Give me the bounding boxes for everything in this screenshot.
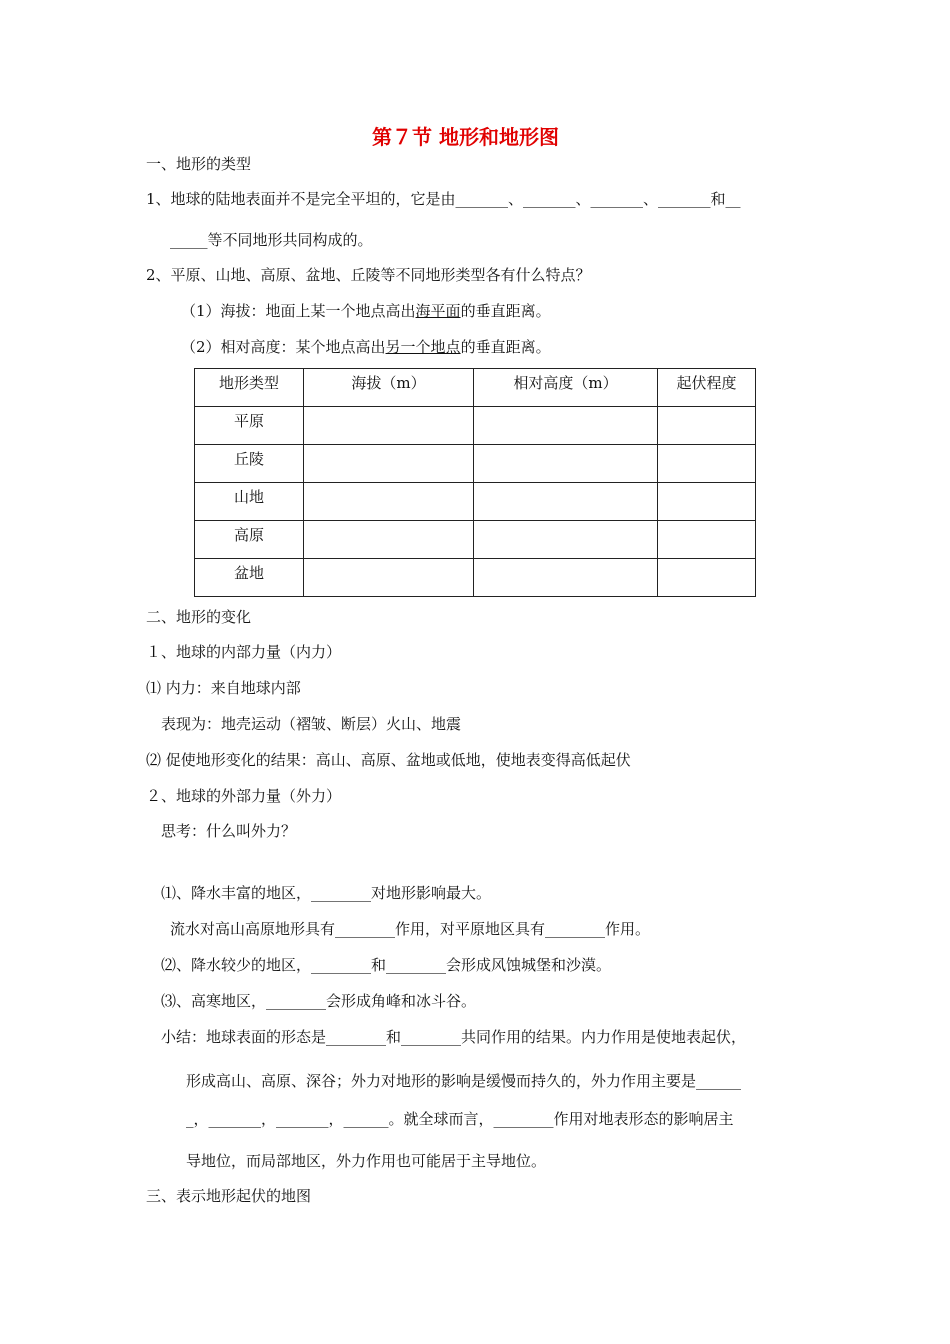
question-1-line-1: 1、地球的陆地表面并不是完全平坦的，它是由_______、_______、_______、_______和__ bbox=[146, 190, 741, 208]
table-row bbox=[195, 559, 756, 597]
table-header: 起伏程度 bbox=[658, 369, 756, 407]
question-1-line-2: _____等不同地形共同构成的。 bbox=[170, 231, 373, 249]
empty-cell[interactable] bbox=[474, 445, 658, 483]
table-row bbox=[195, 483, 756, 521]
empty-cell[interactable] bbox=[474, 483, 658, 521]
empty-cell[interactable] bbox=[304, 445, 474, 483]
row-label: 山地 bbox=[195, 483, 304, 521]
empty-cell[interactable] bbox=[658, 445, 756, 483]
empty-cell[interactable] bbox=[658, 521, 756, 559]
empty-cell[interactable] bbox=[304, 521, 474, 559]
summary-line-4: 导地位，而局部地区，外力作用也可能居于主导地位。 bbox=[186, 1152, 547, 1170]
table-header: 地形类型 bbox=[195, 369, 304, 407]
internal-force-expression: 表现为：地壳运动（褶皱、断层）火山、地震 bbox=[161, 715, 462, 733]
empty-cell[interactable] bbox=[474, 521, 658, 559]
dry-region-line: ⑵、降水较少的地区，________和________会形成风蚀城堡和沙漠。 bbox=[161, 956, 612, 974]
empty-cell[interactable] bbox=[474, 407, 658, 445]
table-header-row bbox=[195, 369, 756, 407]
empty-cell[interactable] bbox=[658, 559, 756, 597]
empty-cell[interactable] bbox=[658, 483, 756, 521]
row-label: 盆地 bbox=[195, 559, 304, 597]
section-3-heading: 三、表示地形起伏的地图 bbox=[146, 1187, 312, 1205]
rainy-region-line: ⑴、降水丰富的地区，________对地形影响最大。 bbox=[161, 884, 492, 902]
row-label: 高原 bbox=[195, 521, 304, 559]
internal-force-source: ⑴ 内力：来自地球内部 bbox=[146, 679, 301, 697]
cold-region-line: ⑶、高寒地区，________会形成角峰和冰斗谷。 bbox=[161, 992, 477, 1010]
section-2-heading: 二、地形的变化 bbox=[146, 608, 252, 626]
definition-altitude-term: 海平面 bbox=[415, 302, 461, 320]
summary-line-3: _，_______，_______，______。就全球而言，________作用对地表形态的影响居主 bbox=[186, 1110, 734, 1128]
table-row bbox=[195, 521, 756, 559]
table-header: 相对高度（m） bbox=[474, 369, 658, 407]
definition-relative-height bbox=[181, 337, 551, 357]
table-header: 海拔（m） bbox=[304, 369, 474, 407]
definition-relative-suffix: 的垂直距离。 bbox=[460, 338, 551, 356]
internal-force-title: １、地球的内部力量（内力） bbox=[146, 643, 342, 661]
definition-relative-prefix: （2）相对高度：某个地点高出 bbox=[181, 338, 386, 356]
table-row bbox=[195, 407, 756, 445]
definition-altitude bbox=[181, 301, 551, 321]
row-label: 丘陵 bbox=[195, 445, 304, 483]
empty-cell[interactable] bbox=[474, 559, 658, 597]
definition-altitude-prefix: （1）海拔：地面上某一个地点高出 bbox=[181, 302, 416, 320]
definition-relative-term: 另一个地点 bbox=[385, 338, 461, 356]
summary-line-2: 形成高山、高原、深谷；外力对地形的影响是缓慢而持久的，外力作用主要是______ bbox=[186, 1072, 742, 1090]
summary-line-1: 小结：地球表面的形态是________和________共同作用的结果。内力作用是使地表起伏， bbox=[161, 1028, 747, 1046]
internal-force-result: ⑵ 促使地形变化的结果：高山、高原、盆地或低地，使地表变得高低起伏 bbox=[146, 751, 631, 769]
empty-cell[interactable] bbox=[304, 483, 474, 521]
empty-cell[interactable] bbox=[304, 407, 474, 445]
definition-altitude-suffix: 的垂直距离。 bbox=[460, 302, 551, 320]
water-erosion-line: 流水对高山高原地形具有________作用，对平原地区具有________作用。 bbox=[170, 920, 651, 938]
row-label: 平原 bbox=[195, 407, 304, 445]
table-row bbox=[195, 445, 756, 483]
external-force-question: 思考：什么叫外力？ bbox=[161, 822, 297, 840]
page-title: 第７节 地形和地形图 bbox=[372, 125, 559, 149]
terrain-table bbox=[194, 368, 756, 597]
section-1-heading: 一、地形的类型 bbox=[146, 155, 252, 173]
empty-cell[interactable] bbox=[304, 559, 474, 597]
external-force-title: ２、地球的外部力量（外力） bbox=[146, 787, 342, 805]
question-2: 2、平原、山地、高原、盆地、丘陵等不同地形类型各有什么特点？ bbox=[146, 266, 591, 284]
empty-cell[interactable] bbox=[658, 407, 756, 445]
